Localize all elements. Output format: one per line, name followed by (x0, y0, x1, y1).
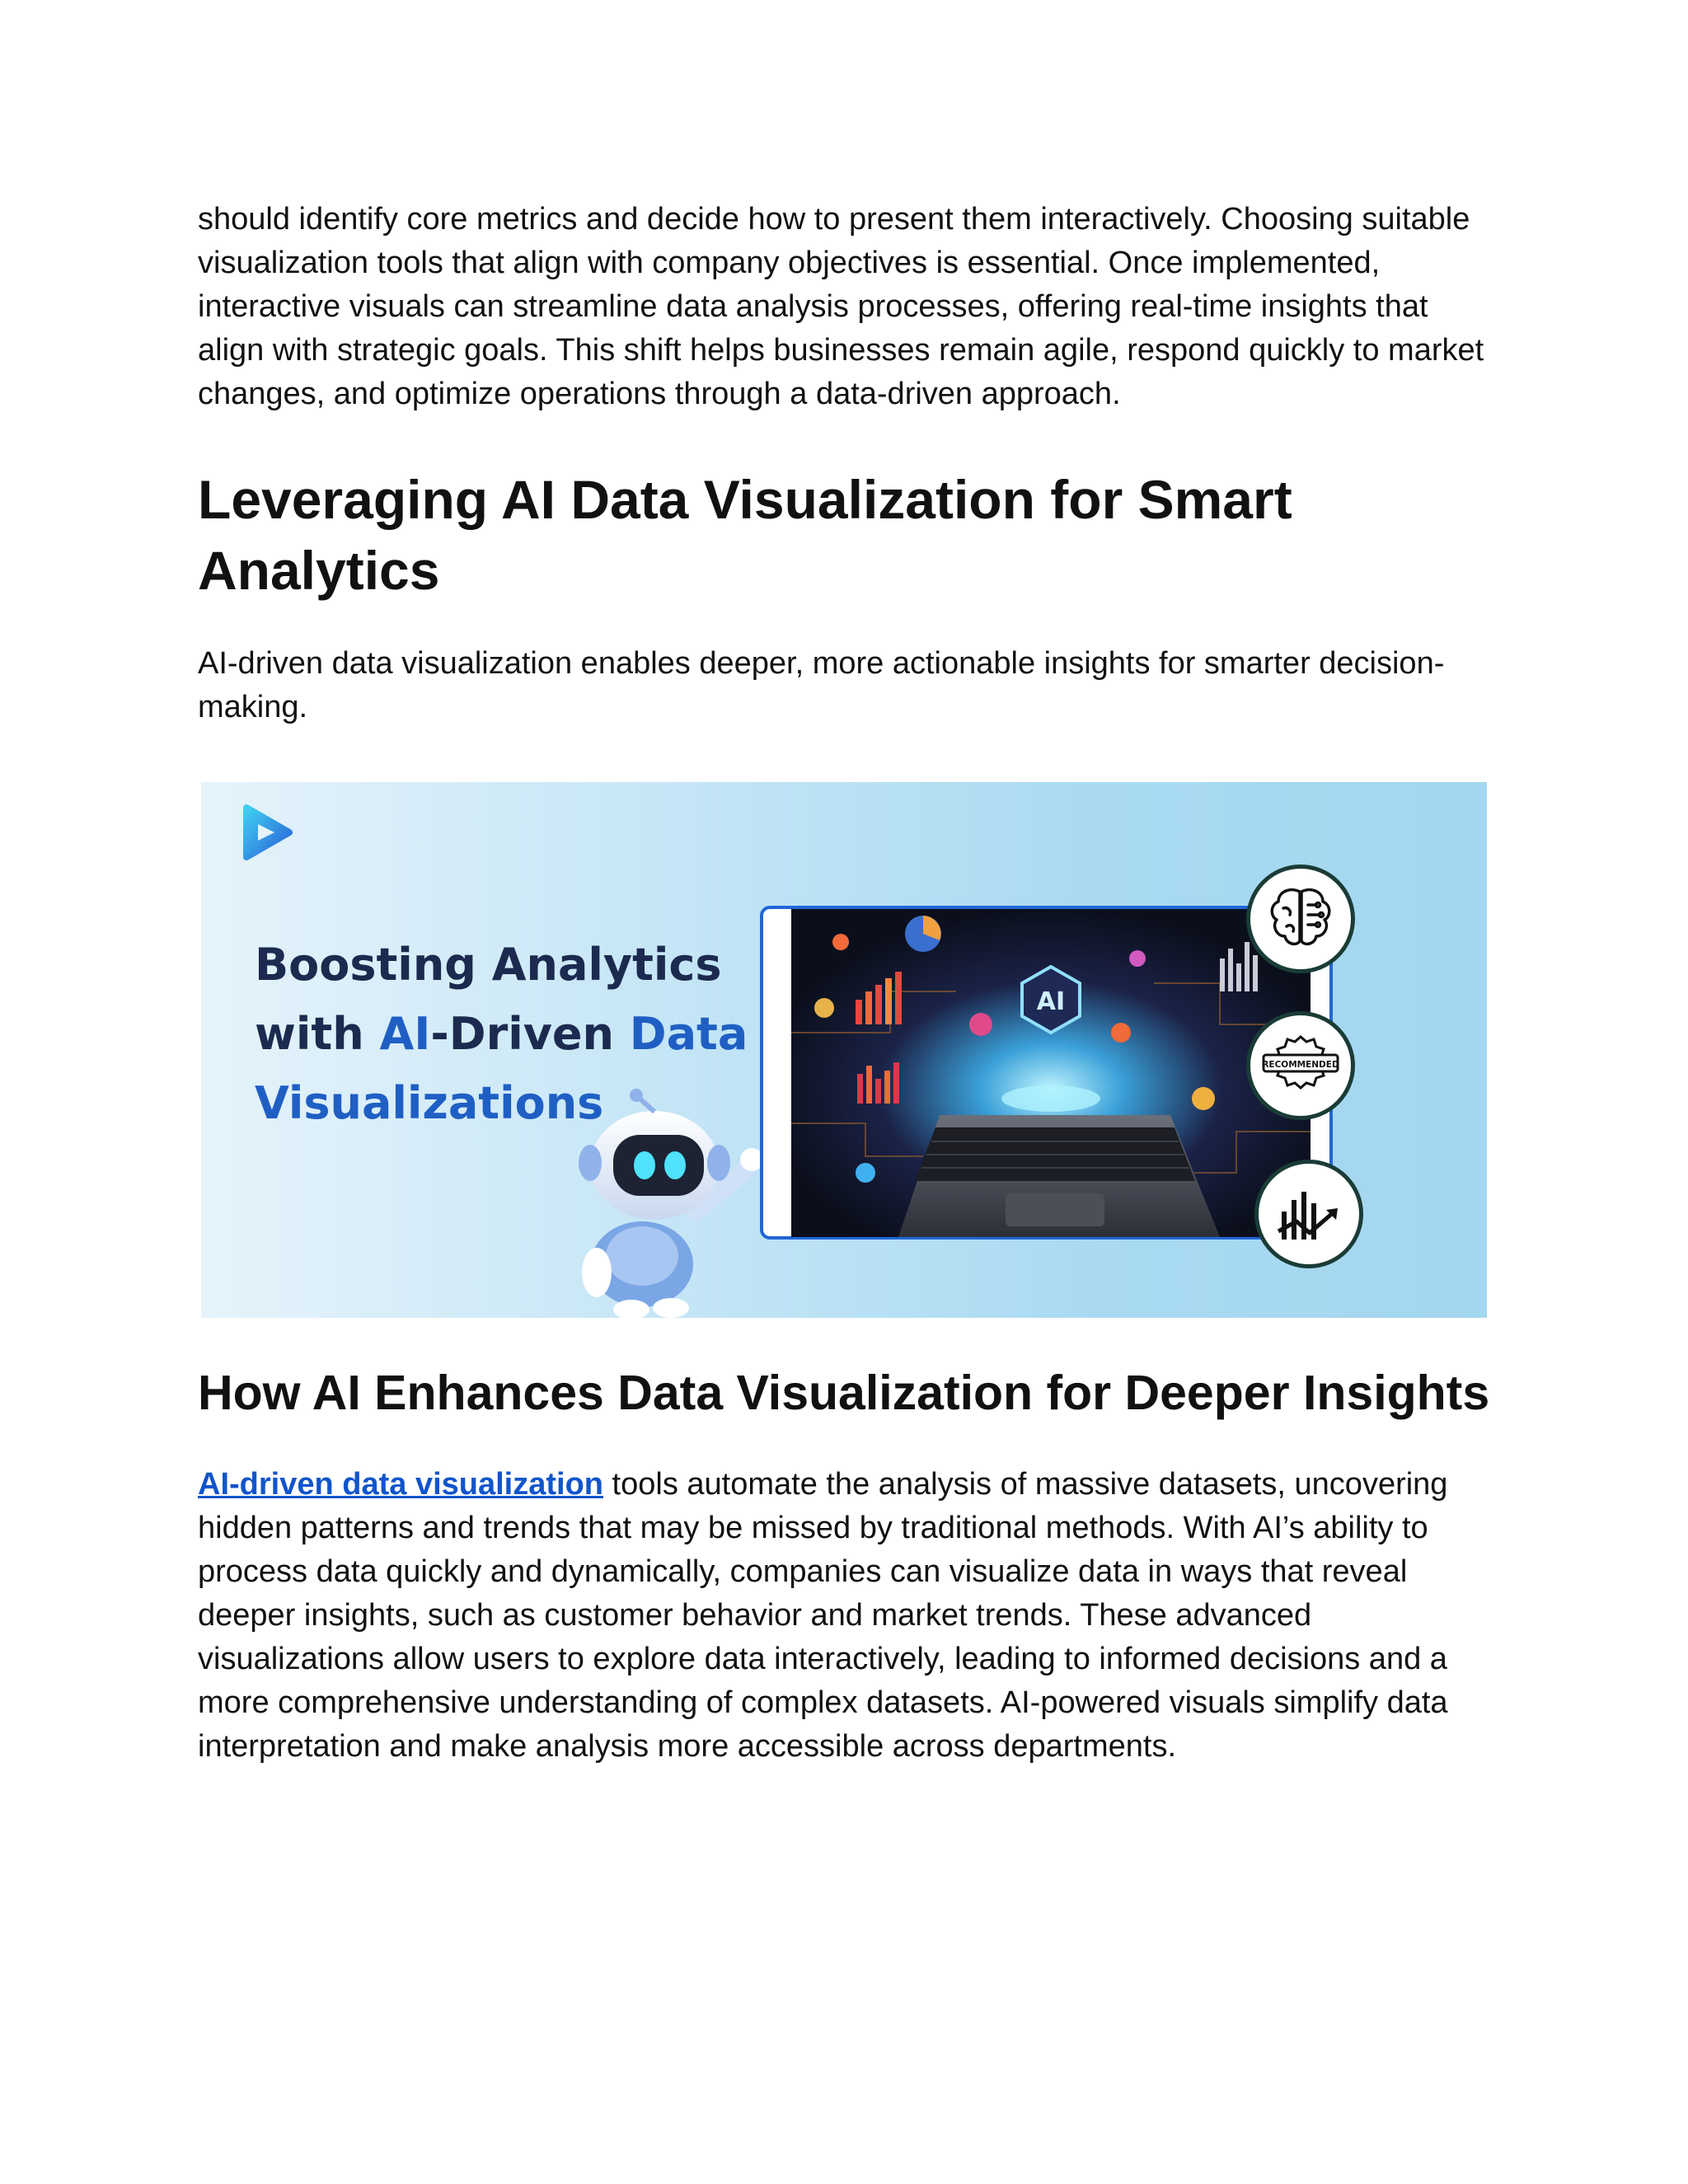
deeper-insights-paragraph (198, 1463, 1500, 1769)
section-heading-smart-analytics: Leveraging AI Data Visualization for Smart Analytics (198, 469, 1292, 601)
ai-chip-label: AI (1036, 987, 1066, 1016)
banner-headline-part2: -Driven (430, 1008, 630, 1060)
play-logo-icon (238, 803, 296, 862)
ai-driven-data-visualization-link[interactable]: AI-driven data visualization (198, 1467, 603, 1502)
recommended-badge-icon (1246, 1011, 1355, 1120)
recommended-badge-glyph (1250, 1015, 1351, 1116)
chart-growth-glyph (1259, 1164, 1359, 1264)
brain-icon (1246, 865, 1355, 973)
robot-mascot-icon (556, 1087, 770, 1318)
section-heading-deeper-insights: How AI Enhances Data Visualization for Deeper Insights (198, 1366, 1490, 1420)
banner-headline-ai: AI (379, 1008, 431, 1060)
hero-banner-image (201, 782, 1487, 1318)
brain-icon-glyph (1250, 869, 1351, 969)
banner-headline-part3: Data Visualizations (255, 1008, 748, 1129)
section-intro-text: AI-driven data visualization enables deeper, more actionable insights for smarter decision-making. (198, 646, 1445, 724)
deeper-insights-paragraph-text: tools automate the analysis of massive datasets, uncovering hidden patterns and trends that may be missed by traditional methods. With AI’s ability to process data quickly and dynamically, companies can visualize data in ways that reveal deeper insights, such as customer behavior and market trends. These advanced visualizations allow users to explore data interactively, leading to informed decisions and a more comprehensive understanding of complex datasets. AI-powered visuals simplify data interpretation and make analysis more accessible across departments. (198, 1467, 1448, 1764)
document-page (198, 198, 1500, 1769)
intro-paragraph: should identify core metrics and decide how to present them interactively. Choosing suitable visualization tools that align with company objectives is essential. Once implemented, interactive visuals can streamline data analysis processes, offering real-time insights that align with strategic goals. This shift helps businesses remain agile, respond quickly to market changes, and optimize operations through a data-driven approach. (198, 202, 1484, 411)
banner-headline-part1: Boosting Analytics with (255, 939, 722, 1060)
ai-laptop-photo (791, 909, 1311, 1237)
recommended-badge-text: RECOMMENDED (1262, 1060, 1339, 1070)
chart-growth-icon (1254, 1160, 1363, 1268)
